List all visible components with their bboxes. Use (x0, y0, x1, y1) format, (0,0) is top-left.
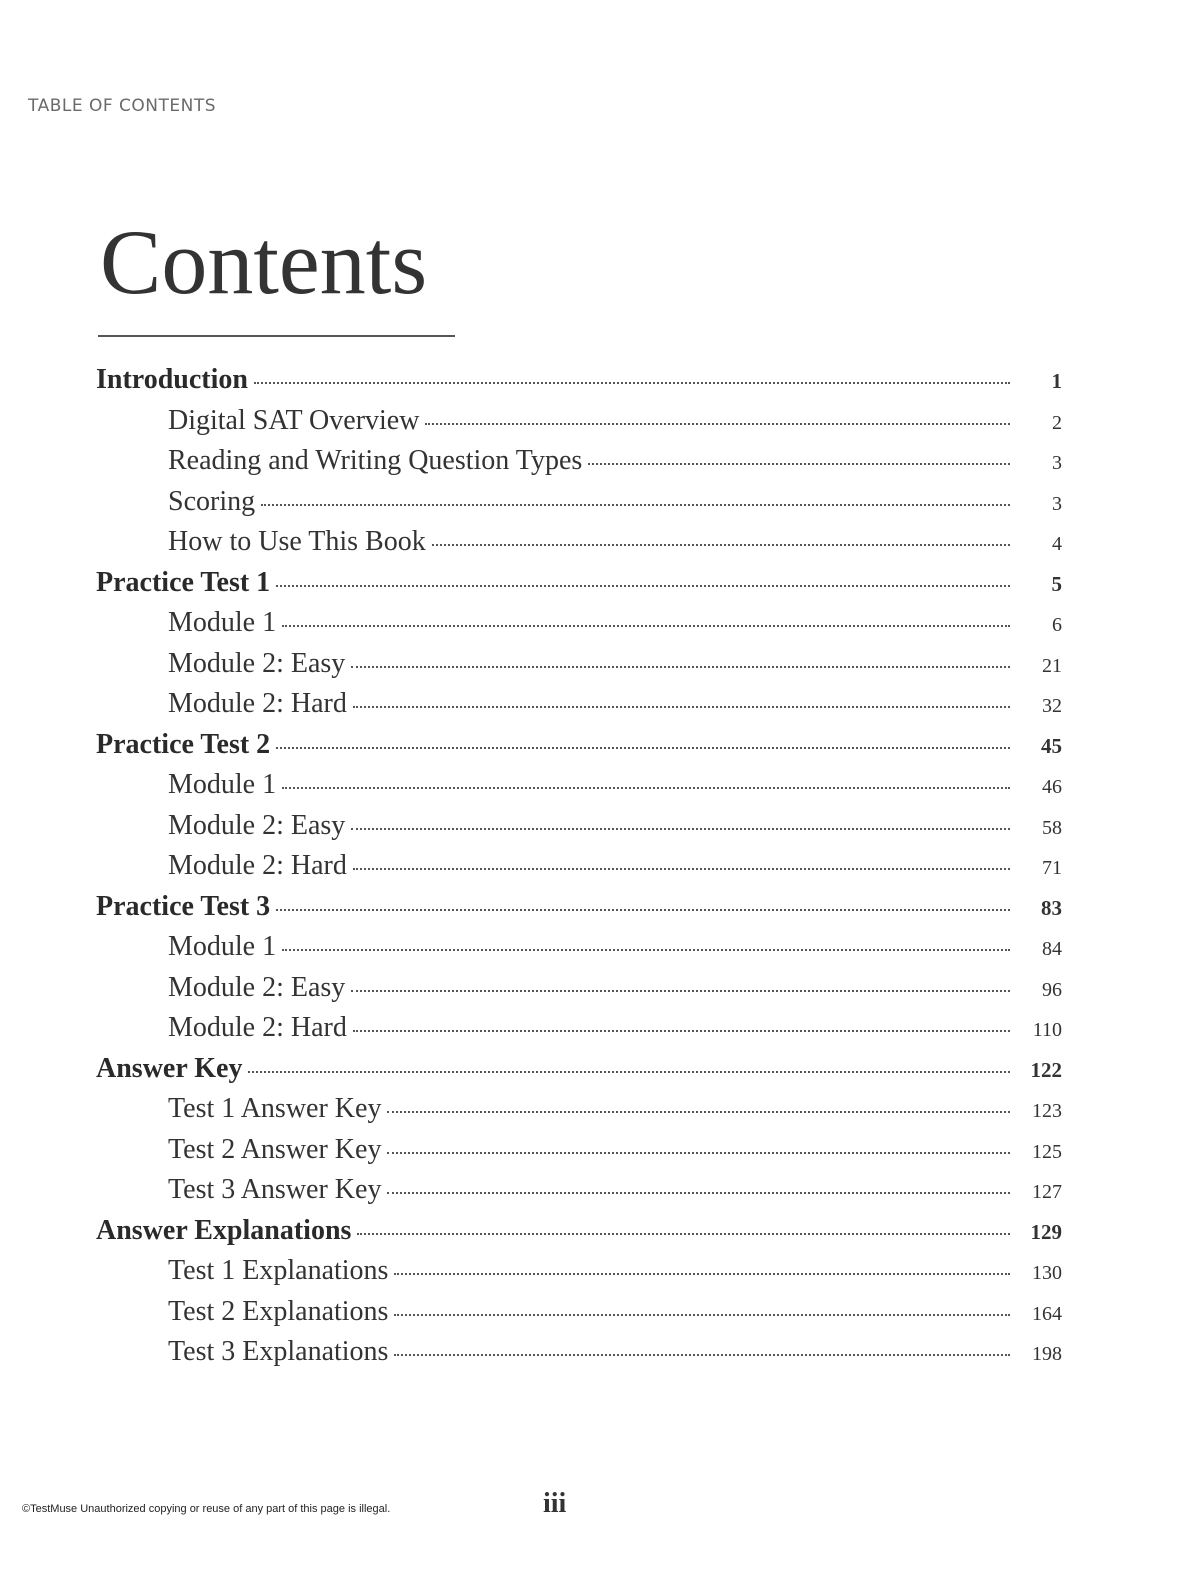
dot-leader (351, 665, 1010, 668)
toc-entry-label: Test 3 Answer Key (168, 1174, 382, 1205)
toc-entry-page: 96 (1042, 978, 1062, 1001)
dot-leader (357, 1232, 1010, 1235)
dot-leader (261, 503, 1010, 506)
toc-entry-page: 58 (1042, 816, 1062, 839)
toc-entry-label: Practice Test 3 (96, 890, 271, 922)
toc-section-entry[interactable] (96, 1053, 1062, 1094)
toc-entry-page: 2 (1052, 411, 1062, 434)
dot-leader (282, 786, 1010, 789)
toc-subsection-entry[interactable] (96, 1012, 1062, 1053)
toc-entry-label: Module 1 (168, 607, 277, 638)
toc-entry-label: Module 2: Hard (168, 688, 347, 719)
toc-entry-page: 83 (1041, 895, 1062, 920)
dot-leader (387, 1151, 1010, 1154)
dot-leader (387, 1191, 1010, 1194)
toc-subsection-entry[interactable] (96, 850, 1062, 891)
dot-leader (432, 543, 1010, 546)
dot-leader (276, 584, 1010, 587)
dot-leader (394, 1272, 1010, 1275)
toc-entry-label: Test 2 Explanations (168, 1295, 389, 1327)
toc-entry-page: 45 (1041, 733, 1062, 758)
toc-entry-page: 6 (1052, 614, 1062, 636)
toc-entry-label: How to Use This Book (168, 526, 426, 557)
dot-leader (276, 746, 1010, 749)
table-of-contents (96, 364, 1062, 1377)
toc-entry-page: 84 (1042, 938, 1062, 960)
toc-entry-page: 46 (1042, 776, 1062, 798)
toc-entry-page: 21 (1042, 654, 1062, 677)
toc-entry-label: Reading and Writing Question Types (168, 445, 583, 476)
toc-entry-page: 198 (1032, 1343, 1062, 1365)
toc-subsection-entry[interactable] (96, 1093, 1062, 1134)
toc-subsection-entry[interactable] (96, 648, 1062, 689)
toc-subsection-entry[interactable] (96, 607, 1062, 648)
dot-leader (282, 948, 1010, 951)
toc-entry-label: Module 2: Hard (168, 850, 347, 881)
toc-subsection-entry[interactable] (96, 526, 1062, 567)
dot-leader (394, 1353, 1010, 1356)
toc-subsection-entry[interactable] (96, 688, 1062, 729)
toc-entry-label: Test 3 Explanations (168, 1336, 389, 1367)
toc-subsection-entry[interactable] (96, 1336, 1062, 1377)
toc-entry-page: 71 (1042, 857, 1062, 879)
page-title: Contents (100, 211, 428, 313)
dot-leader (425, 422, 1010, 425)
dot-leader (353, 867, 1010, 870)
dot-leader (588, 462, 1010, 465)
dot-leader (353, 1029, 1010, 1032)
toc-entry-page: 122 (1030, 1057, 1062, 1082)
toc-entry-page: 32 (1042, 695, 1062, 717)
toc-entry-label: Digital SAT Overview (168, 404, 420, 436)
toc-entry-label: Module 1 (168, 769, 277, 800)
toc-entry-page: 127 (1032, 1181, 1062, 1203)
dot-leader (254, 381, 1010, 384)
toc-entry-label: Answer Key (96, 1052, 243, 1084)
dot-leader (387, 1110, 1010, 1113)
toc-entry-label: Test 2 Answer Key (168, 1133, 382, 1165)
toc-section-entry[interactable] (96, 1215, 1062, 1256)
dot-leader (351, 827, 1010, 830)
toc-subsection-entry[interactable] (96, 931, 1062, 972)
dot-leader (394, 1313, 1010, 1316)
toc-entry-label: Module 2: Easy (168, 809, 346, 841)
toc-subsection-entry[interactable] (96, 972, 1062, 1013)
toc-entry-label: Scoring (168, 485, 256, 517)
dot-leader (248, 1070, 1010, 1073)
toc-subsection-entry[interactable] (96, 769, 1062, 810)
toc-entry-label: Answer Explanations (96, 1214, 352, 1246)
toc-entry-page: 129 (1030, 1219, 1062, 1244)
toc-entry-label: Module 2: Easy (168, 647, 346, 679)
toc-subsection-entry[interactable] (96, 486, 1062, 527)
toc-entry-label: Module 2: Easy (168, 971, 346, 1003)
toc-entry-page: 3 (1052, 452, 1062, 474)
toc-subsection-entry[interactable] (96, 1296, 1062, 1337)
toc-entry-label: Module 1 (168, 931, 277, 962)
toc-entry-label: Test 1 Explanations (168, 1255, 389, 1286)
toc-section-entry[interactable] (96, 891, 1062, 932)
toc-section-entry[interactable] (96, 729, 1062, 770)
dot-leader (351, 989, 1010, 992)
toc-entry-label: Practice Test 1 (96, 566, 271, 598)
dot-leader (276, 908, 1010, 911)
toc-entry-label: Module 2: Hard (168, 1012, 347, 1043)
toc-entry-page: 164 (1032, 1302, 1062, 1325)
running-head: TABLE OF CONTENTS (28, 96, 217, 116)
toc-entry-label: Practice Test 2 (96, 728, 271, 760)
toc-entry-page: 130 (1032, 1262, 1062, 1284)
toc-subsection-entry[interactable] (96, 1134, 1062, 1175)
toc-entry-page: 1 (1051, 369, 1062, 393)
toc-subsection-entry[interactable] (96, 445, 1062, 486)
toc-entry-page: 3 (1052, 492, 1062, 515)
dot-leader (282, 624, 1010, 627)
copyright-notice: ©TestMuse Unauthorized copying or reuse of any part of this page is illegal. (22, 1503, 391, 1515)
toc-entry-label: Introduction (96, 364, 248, 395)
toc-entry-page: 110 (1032, 1019, 1062, 1041)
title-rule (98, 335, 455, 337)
toc-entry-label: Test 1 Answer Key (168, 1093, 382, 1124)
toc-subsection-entry[interactable] (96, 1174, 1062, 1215)
toc-entry-page: 123 (1032, 1100, 1062, 1122)
toc-section-entry[interactable] (96, 364, 1062, 405)
toc-entry-page: 5 (1051, 571, 1062, 596)
page-number: iii (543, 1488, 567, 1519)
toc-subsection-entry[interactable] (96, 1255, 1062, 1296)
toc-entry-page: 4 (1052, 533, 1062, 555)
toc-subsection-entry[interactable] (96, 405, 1062, 446)
toc-section-entry[interactable] (96, 567, 1062, 608)
toc-subsection-entry[interactable] (96, 810, 1062, 851)
dot-leader (353, 705, 1010, 708)
toc-entry-page: 125 (1032, 1140, 1062, 1163)
